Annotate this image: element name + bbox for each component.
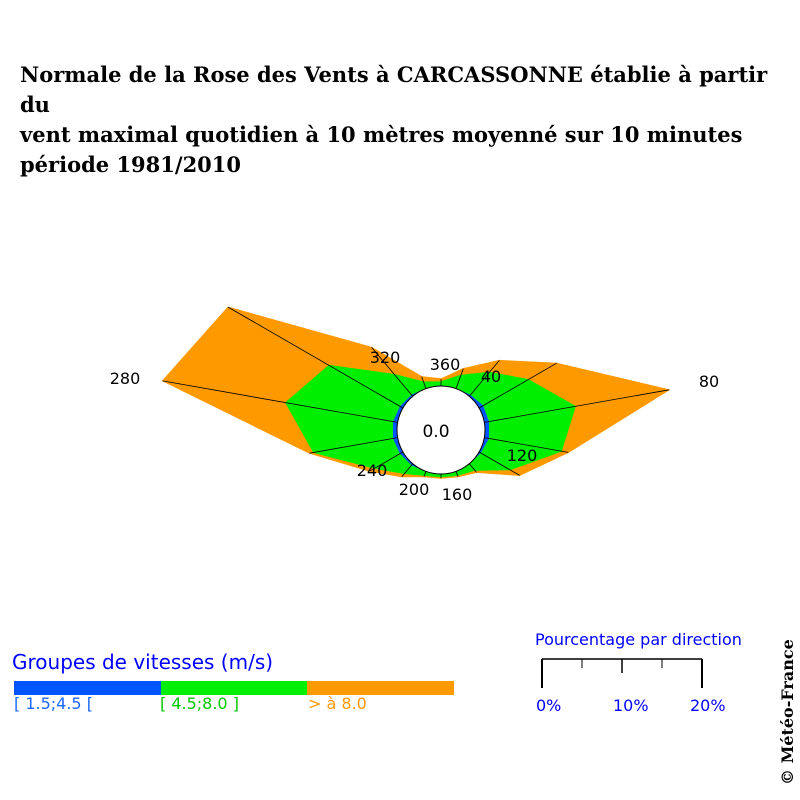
direction-label-80: 80 — [698, 372, 720, 391]
direction-label-280: 280 — [109, 369, 141, 388]
legend-swatch-high — [307, 681, 454, 695]
scale-label-10: 10% — [613, 696, 649, 715]
chart-title-line-3: période 1981/2010 — [20, 152, 242, 177]
direction-label-320: 320 — [369, 348, 401, 367]
legend-swatch-low — [14, 681, 161, 695]
calm-value-label: 0.0 — [422, 422, 450, 442]
legend-label-low: [ 1.5;4.5 [ — [14, 694, 93, 713]
scale-title: Pourcentage par direction — [535, 630, 742, 649]
legend-color-bar — [14, 681, 454, 695]
direction-label-160: 160 — [441, 485, 473, 504]
legend-title: Groupes de vitesses (m/s) — [12, 650, 274, 674]
percentage-scale — [530, 655, 720, 695]
scale-label-20: 20% — [690, 696, 726, 715]
scale-label-0: 0% — [536, 696, 562, 715]
chart-title-line-2: vent maximal quotidien à 10 mètres moyenné sur 10 minutes — [20, 122, 743, 147]
chart-title-line-1: Normale de la Rose des Vents à CARCASSONNE établie à partir du — [20, 62, 768, 117]
direction-label-200: 200 — [398, 480, 430, 499]
credit: © Météo-France — [778, 639, 797, 785]
direction-label-360: 360 — [429, 355, 461, 374]
legend-swatch-mid — [161, 681, 308, 695]
legend-label-mid: [ 4.5;8.0 ] — [160, 694, 239, 713]
direction-label-40: 40 — [480, 367, 502, 386]
direction-label-240: 240 — [356, 461, 388, 480]
legend-label-high: > à 8.0 — [308, 694, 367, 713]
direction-label-120: 120 — [506, 446, 538, 465]
